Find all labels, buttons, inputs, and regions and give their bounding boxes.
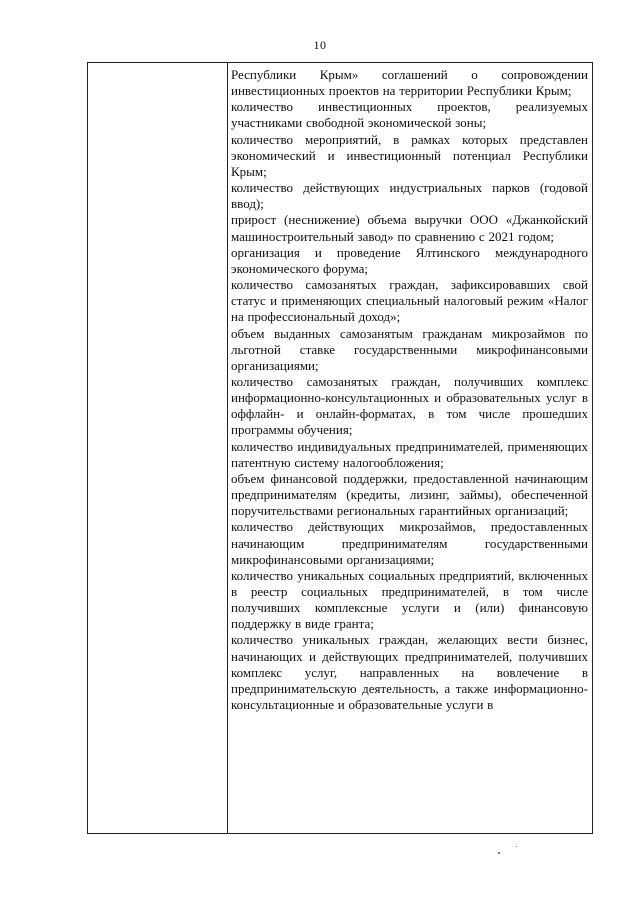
text-paragraph: прирост (неснижение) объема выручки ООО «Джанкойский машиностроительный завод» по сравнению с 2021 годом;	[231, 212, 588, 244]
text-paragraph: количество действующих микрозаймов, предоставленных начинающим предпринимателям государственными микрофинансовыми организациями;	[231, 519, 588, 567]
table-row	[88, 63, 593, 834]
text-paragraph: количество мероприятий, в рамках которых представлен экономический и инвестиционный потенциал Республики Крым;	[231, 131, 588, 179]
text-paragraph: количество самозанятых граждан, зафиксировавших свой статус и применяющих специальный налоговый режим «Налог на профессиональный доход»;	[231, 277, 588, 325]
text-paragraph: количество действующих индустриальных парков (годовой ввод);	[231, 180, 588, 212]
scan-speck	[498, 852, 500, 854]
text-paragraph: объем выданных самозанятым гражданам микрозаймов по льготной ставке государственными микрофинансовыми организациями;	[231, 325, 588, 373]
document-table	[87, 62, 593, 834]
text-paragraph: количество уникальных социальных предприятий, включенных в реестр социальных предпринимателей, в том числе получивших комплексные услуги и (или) финансовую поддержку в виде гранта;	[231, 567, 588, 632]
scan-speck	[516, 846, 517, 847]
page-number: 10	[313, 38, 327, 52]
text-paragraph: количество самозанятых граждан, получивших комплекс информационно-консультационных и образовательных услуг в оффлайн- и онлайн-форматах, в том числе прошедших программы обучения;	[231, 373, 588, 438]
text-paragraph: количество инвестиционных проектов, реализуемых участниками свободной экономической зоны;	[231, 99, 588, 131]
table-cell-left	[88, 63, 228, 834]
text-paragraph: количество уникальных граждан, желающих вести бизнес, начинающих и действующих предпринимателей, получивших комплекс услуг, направленных на вовлечение в предпринимательскую деятельность, а также информационно-консультационные и образовательные услуги в	[231, 632, 588, 713]
table-cell-right	[228, 63, 593, 834]
text-paragraph: количество индивидуальных предпринимателей, применяющих патентную систему налогообложения;	[231, 438, 588, 470]
text-paragraph: Республики Крым» соглашений о сопровождении инвестиционных проектов на территории Республики Крым;	[231, 67, 588, 99]
text-paragraph: организация и проведение Ялтинского международного экономического форума;	[231, 244, 588, 276]
text-paragraph: объем финансовой поддержки, предоставленной начинающим предпринимателям (кредиты, лизинг, займы), обеспеченной поручительствами региональных гарантийных организаций;	[231, 470, 588, 519]
